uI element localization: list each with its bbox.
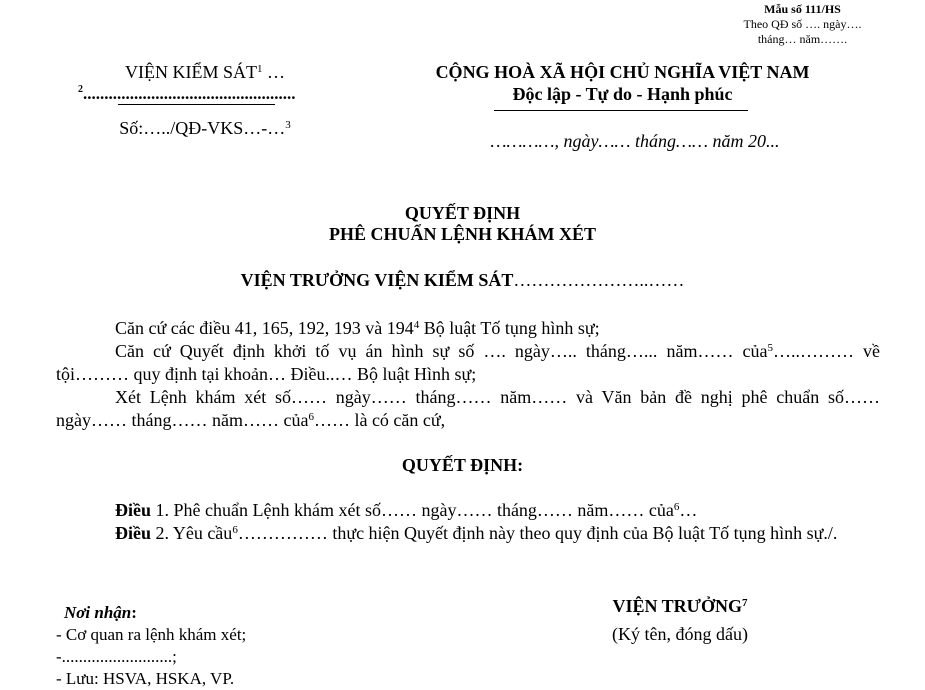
form-number-block bbox=[680, 2, 925, 47]
decision-heading: QUYẾT ĐỊNH: bbox=[401, 455, 524, 475]
recipients-block bbox=[56, 602, 246, 690]
recipient-item: - Cơ quan ra lệnh khám xét; bbox=[56, 625, 247, 644]
article-text: 1. Phê chuẩn Lệnh khám xét số…… ngày…… tháng…… năm…… của bbox=[151, 500, 674, 520]
form-number-line3: tháng… năm……. bbox=[757, 32, 848, 46]
signature-block bbox=[560, 592, 800, 648]
recipients-heading-text: Nơi nhận bbox=[64, 603, 132, 622]
motto-underline bbox=[494, 110, 748, 111]
document-number-text: Số:…../QĐ-VKS…-… bbox=[119, 118, 286, 138]
signer-title-text: VIỆN TRƯỞNG bbox=[612, 596, 742, 616]
footnote-ref: 6 bbox=[673, 501, 680, 513]
basis-paragraph-2 bbox=[56, 340, 880, 386]
form-number-label: Mẫu số 111/HS bbox=[764, 2, 841, 16]
article-1 bbox=[56, 499, 880, 522]
document-title: QUYẾT ĐỊNH bbox=[404, 203, 521, 223]
agency-sub-dots: .................................................. bbox=[83, 84, 296, 103]
article-label: Điều bbox=[115, 523, 151, 543]
basis-text: Căn cứ các điều 41, 165, 192, 193 và 194 bbox=[115, 318, 414, 338]
issuing-authority-text: VIỆN TRƯỞNG VIỆN KIỂM SÁT bbox=[240, 270, 514, 290]
basis-paragraph-1 bbox=[56, 317, 880, 340]
basis-text: …..……… về tội……… quy định tại khoản… Điều..… Bộ luật Hình sự; bbox=[56, 341, 880, 384]
footnote-ref: 5 bbox=[767, 342, 773, 354]
nation-motto: Độc lập - Tự do - Hạnh phúc bbox=[512, 84, 733, 104]
agency-underline bbox=[118, 104, 275, 105]
issuing-authority-dots: …………………..…… bbox=[513, 270, 685, 290]
basis-text: Xét Lệnh khám xét số…… ngày…… tháng…… năm…… và Văn bản đề nghị phê chuẩn số…… ngày…… tháng…… năm…… của bbox=[56, 387, 880, 430]
form-number-line2: Theo QĐ số …. ngày…. bbox=[743, 17, 862, 31]
agency-name bbox=[60, 60, 350, 84]
footnote-ref: 6 bbox=[232, 524, 238, 536]
signature-instruction: (Ký tên, đóng dấu) bbox=[612, 624, 748, 644]
footnote-ref: 4 bbox=[413, 319, 420, 331]
basis-text: Căn cứ Quyết định khởi tố vụ án hình sự số …. ngày….. tháng…... năm…… của bbox=[115, 341, 768, 361]
decision-articles bbox=[56, 499, 880, 545]
agency-sub-line bbox=[78, 84, 296, 104]
article-text: … bbox=[679, 500, 698, 520]
footnote-ref: 2 bbox=[78, 84, 83, 95]
footnote-ref: 1 bbox=[257, 63, 263, 75]
recipient-item: - Lưu: HSVA, HSKA, VP. bbox=[56, 669, 235, 688]
date-line: …………, ngày…… tháng…… năm 20... bbox=[490, 131, 780, 151]
article-2 bbox=[56, 522, 880, 545]
agency-name-suffix: … bbox=[262, 62, 285, 82]
signer-title bbox=[560, 592, 800, 620]
nation-title: CỘNG HOÀ XÃ HỘI CHỦ NGHĨA VIỆT NAM bbox=[435, 62, 810, 82]
basis-text: Bộ luật Tố tụng hình sự; bbox=[419, 318, 600, 338]
article-text: 2. Yêu cầu bbox=[151, 523, 233, 543]
agency-name-text: VIỆN KIỂM SÁT bbox=[125, 62, 257, 82]
document-subtitle: PHÊ CHUẨN LỆNH KHÁM XÉT bbox=[328, 224, 596, 244]
recipients-heading bbox=[56, 602, 246, 624]
issuing-authority bbox=[0, 270, 925, 291]
article-text: …………… thực hiện Quyết định này theo quy định của Bộ luật Tố tụng hình sự./. bbox=[237, 523, 838, 543]
footnote-ref: 6 bbox=[308, 411, 314, 423]
article-label: Điều bbox=[115, 500, 151, 520]
recipient-item: -..........................; bbox=[56, 647, 177, 666]
basis-paragraph-3 bbox=[56, 386, 880, 432]
footnote-ref: 3 bbox=[285, 119, 291, 131]
document-number bbox=[60, 118, 350, 139]
legal-basis bbox=[56, 317, 880, 432]
recipients-heading-colon: : bbox=[131, 603, 137, 622]
footnote-ref: 7 bbox=[742, 597, 748, 609]
basis-text: …… là có căn cứ, bbox=[313, 410, 446, 430]
